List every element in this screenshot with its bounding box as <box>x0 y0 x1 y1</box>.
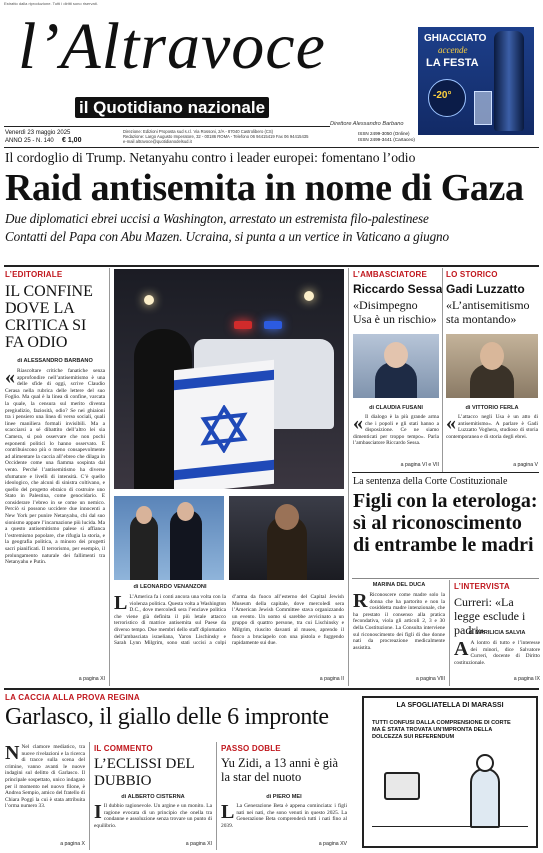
tv-set <box>384 772 420 800</box>
intervista-title[interactable]: Curreri: «La legge esclude i padri» <box>454 595 526 637</box>
sentenza-text <box>353 592 445 674</box>
dropcap: I <box>94 803 102 823</box>
ambasciatore-page[interactable]: a pagina VI e VII <box>400 462 439 468</box>
intervista-byline: di MARILICIA SALVIA <box>468 630 526 636</box>
passo-page[interactable]: a pagina XV <box>318 841 347 847</box>
ad-badge: -20° <box>433 90 452 101</box>
garlasco-headline[interactable]: Garlasco, il giallo delle 6 impronte <box>5 704 329 730</box>
ambasciatore-byline: di CLAUDIA FUSANI <box>369 405 423 411</box>
center-page[interactable]: a pagina II <box>319 676 344 682</box>
editoriale-kicker: L’EDITORIALE <box>5 270 63 279</box>
intervista-page[interactable]: a pagina IX <box>513 676 540 682</box>
ambasciatore-kicker: L’AMBASCIATORE <box>353 270 428 279</box>
publisher-line: Direzione: Edizioni Proposta sud s.r.l. Via Rossoni, 2/A - 87040 Castrolibero (CS) <box>123 129 274 134</box>
dropcap: « <box>5 368 15 388</box>
subhead-2: Contatti del Papa con Abu Mazen. Ucraina, si punta a un vertice in Vaticano a giugno <box>5 229 449 244</box>
sentenza-page[interactable]: a pagina VIII <box>415 676 445 682</box>
cartoon-panel[interactable] <box>362 696 538 848</box>
garlasco-text <box>5 744 85 840</box>
commento-kicker: IL COMMENTO <box>94 744 153 753</box>
issn <box>358 131 415 142</box>
ad-bottle <box>494 31 524 131</box>
intervista-text <box>454 640 540 674</box>
header-line: Il cordoglio di Trump. Netanyahu contro i leader europei: fomentano l’odio <box>5 150 416 165</box>
storico-kicker: LO STORICO <box>446 270 498 279</box>
sessa-photo <box>353 334 439 398</box>
commento-byline: di ALBERTO CISTERNA <box>121 794 185 800</box>
storico-byline: di VITTORIO FERLA <box>465 405 519 411</box>
editoriale-text <box>5 368 105 672</box>
commento-page[interactable]: a pagina XI <box>185 841 212 847</box>
ambasciatore-quote: «Disimpegno Usa è un rischio» <box>353 298 437 326</box>
subhead-1: Due diplomatici ebrei uccisi a Washington, arrestato un estremista filo-palestinese <box>5 211 429 226</box>
garlasco-page[interactable]: a pagina X <box>60 841 85 847</box>
ad-line2: accende <box>438 45 468 55</box>
dropcap: L <box>221 803 235 823</box>
editoriale-body: Riascoltare critiche fanatiche senza approfondire nell’antisemitismo è una delle sfide di oggi, scrive Claudio Cerasa nella rubrica delle lettere del suo Foglio. Ma qual è la linea di confine, varcata la quale, la censura sul merito diventa pregiudizio, faziosità, odio? Se nei ghiaioni tra i pensiero una linea di verso sociali, quali linee maniliera formali invisibili. Ma a scacciarsi a sé dibattito dell’altro lei sia Camera, si può osservare che non pochi esponenti politici lo hanno osservato. E contribuiscono più o meno consapevolmente ad alimentare la caccia all’ebreo che dilaga in Occidente come una fiamma sospinta dal vento. Perché l’antisemitismo ha diverse sfumature e livelli di intensità. C’è quello ideologico, che alcuni di sinistra coltivano, e quello del progetto ebraico di costruire uno Stato in Palestina, come genocidario. E considerare l’ebreo in se come un nemico. Perciò si possono uccidere due innocenti a New York per punire Netanyahu, chi dal suo sionismo appare l’incarnazione più lucida. Ma a questo antisemitismo palese si affianca l’estremismo popolare, che rifugia la storia, e la geografia politica, a minoro dei progetti sacri pianificati. Il terrorismo, per esempio, il prolungamento naturale dei fallimenti tra Netanyahu e Putin. <box>5 368 105 566</box>
ad-glass <box>474 91 492 125</box>
intervista-kicker: L’INTERVISTA <box>454 582 510 591</box>
passo-byline: di PIERO MEI <box>266 794 302 800</box>
storico-body: L’attacco negli Usa è un atto di antisemitismo». A parlare è Gadi Luzzatto Voghera, studioso di storia contemporanea e di storia degli ebrei. <box>446 414 538 440</box>
main-headline: Raid antisemita in nome di Gaza <box>5 167 524 209</box>
storico-name[interactable]: Gadi Luzzatto <box>446 282 525 296</box>
center-body: L’America fa i conti ancora una volta con la violenza politica. Questa volta a Washington D.C., dove mercoledì sera l’enclave politica che viene già definita il più letale attacco terroristico di matrice antisemita sul Paese da diverso tempo. Due membri dello staff diplomatico dell’ambasciata israeliana, Yaron Lischinsky e Sarah Lynn Milgrim, sono stati uccisi a colpi d’arma da fuoco all’esterno del Capital Jewish Museum della capitale, dove mercoledì sera l’American Jewish Committee stava organizzando un evento. Un uomo si sarebbe avvicinato a un gruppo di quattro persone, tra cui Lischinsky e Milgrim, riuscito davanti al museo, aprendo il fuoco a bruciapelo con una pistola e fuggendo rapidamente sui due. <box>114 594 344 647</box>
ad-brand: GHIACCIATO <box>424 33 487 44</box>
advertisement[interactable] <box>418 27 534 135</box>
editoriale-page[interactable]: a pagina XI <box>78 676 105 682</box>
sentenza-kicker: La sentenza della Corte Costituzionale <box>353 476 508 487</box>
masthead-subtitle: il Quotidiano nazionale <box>75 97 269 118</box>
publisher-line: e-mail altravoce@quotidianodelsud.it <box>123 139 192 145</box>
issue: ANNO 25 - N. 140 <box>5 138 54 144</box>
dropcap: A <box>454 640 469 660</box>
dropcap: « <box>353 414 363 434</box>
masthead-title: l’Altravoce <box>18 10 326 83</box>
ambasciatore-name[interactable]: Riccardo Sessa <box>353 282 443 296</box>
victims-photo <box>114 496 224 580</box>
storico-text <box>446 414 538 458</box>
dropcap: R <box>353 592 368 612</box>
storico-quote: «L’antisemitismo sta montando» <box>446 298 530 326</box>
garlasco-body: Nel clamore mediatico, tra nuove rivelazioni e la ricerca di tracce sulla scena del crimine, vanno avanti le nuove indagini sul delitto di Garlasco. Il principale sospettato, unico indagato per il momento nel nuovo filone, è Andrea Sempio, amico del fratello di Chiara Poggi la cui è stata attribuita l’orma numero 33. <box>5 744 85 810</box>
passo-kicker: PASSO DOBLE <box>221 744 281 753</box>
issn-line: ISSN 2499-3441 (Cartaceo) <box>358 136 415 142</box>
cartoon-text: TUTTI CONFUSI DALLA COMPRENSIONE DI CORTE MA È STATA TROVATA UN’IMPRONTA DELLA DOLCEZZA SUI REFERENDUM <box>372 720 511 740</box>
israeli-flag <box>174 360 274 489</box>
top-disclaimer: Estratto dalla riproduzione. Tutti i diritti sono riservati. <box>4 1 98 6</box>
passo-body: La Generazione Beta è appena cominciata: i figli nati nei nati, che sono venuti in questo 2025. La Generazione Beta comprenderà tutti i nati fino al 2039. <box>221 803 347 829</box>
center-text <box>114 594 344 676</box>
commento-body: Il dubbio ragionevole. Un argine e un monito. La ragione evocata di un principio che onella tra condanne e assoluzione senza trovare un punto di equilibrio. <box>94 803 212 829</box>
ambasciatore-text <box>353 414 439 458</box>
commento-title[interactable]: L’ECLISSI DEL DUBBIO <box>94 756 195 789</box>
passo-title[interactable]: Yu Zidi, a 13 anni è già la star del nuoto <box>221 756 338 784</box>
date: Venerdì 23 maggio 2025 <box>5 130 71 136</box>
suspect-photo <box>229 496 344 580</box>
dropcap: L <box>114 594 128 614</box>
publisher-info <box>123 129 333 145</box>
commento-text <box>94 803 212 839</box>
storico-page[interactable]: a pagina V <box>513 462 538 468</box>
luzzatto-photo <box>446 334 538 398</box>
garlasco-kicker: LA CACCIA ALLA PROVA REGINA <box>5 693 140 702</box>
intervista-body: A lontro di tutto e l’interesse dei minori, dice Salvatore Curreri, docente di Diritto costituzionale. <box>454 640 540 666</box>
cartoon-figure <box>470 768 500 828</box>
ad-line3: LA FESTA <box>426 57 479 69</box>
dropcap: « <box>446 414 456 434</box>
cartoon-title: LA SFOGLIATELLA DI MARASSI <box>396 702 504 709</box>
editoriale-title[interactable]: IL CONFINE DOVE LA CRITICA SI FA ODIO <box>5 283 93 351</box>
editoriale-byline: di ALESSANDRO BARBANO <box>17 358 93 364</box>
main-photo <box>114 269 344 489</box>
sentenza-byline: MARINA DEL DUCA <box>372 582 426 588</box>
dropcap: N <box>5 744 20 764</box>
sentenza-body: Riconoscere come madre solo la donna che ha partorito e non la cosiddetta madre intenzionale, che ha prestato il consenso alla pratica fecondativa, viola gli articoli 2, 3 e 30 della Costituzione. La Consulta interviene sul riconoscimento dei figli di due donne nati da procreazione medicalmente assistita. <box>353 592 445 651</box>
star-of-david-icon <box>200 402 248 455</box>
photo-caption: di LEONARDO VENANZONI <box>133 584 207 590</box>
publisher-line: Redazione: Largo Augusto Imperatore, 32 - 00186 ROMA - Telefono 06 94415419 Fax 06 94415435 <box>123 134 309 140</box>
passo-text <box>221 803 347 839</box>
price: € 1,00 <box>62 137 82 144</box>
issn-line: ISSN 2499-3050 (Online) <box>358 131 410 136</box>
director: Direttore Alessandro Barbano <box>330 121 404 127</box>
ambasciatore-body: Il dialogo è la più grande arma che i popoli e gli stati hanno a disposizione. Ce ne siamo dimenticati per troppo tempo». Parla l’ambasciatore Riccardo Sessa. <box>353 414 439 447</box>
sentenza-headline[interactable]: Figli con la eterologa: sì al riconoscimento di entrambe le madri <box>353 490 538 556</box>
